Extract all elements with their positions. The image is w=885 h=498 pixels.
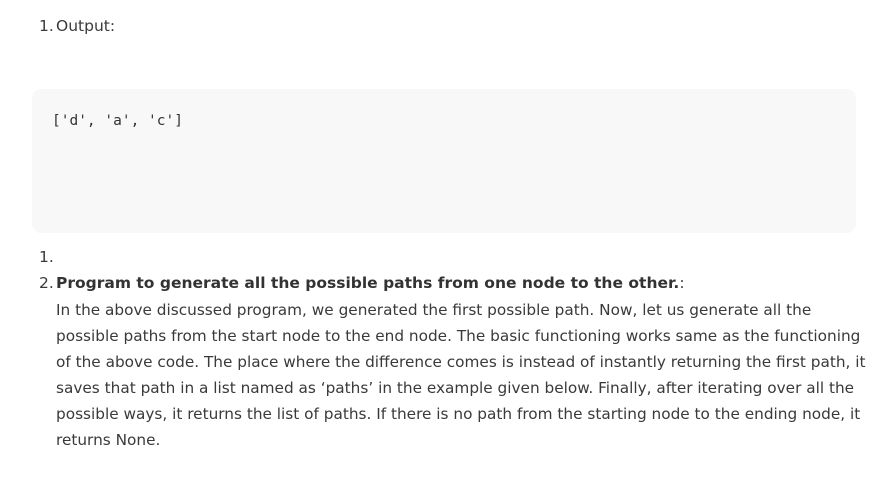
list-marker-2: 2. [39,274,54,292]
paragraph-line: of the above code. The place where the difference comes is instead of instantly returning the first path, it [56,353,866,371]
section-heading-bold: Program to generate all the possible paths from one node to the other. [56,274,680,292]
list-marker-1: 1. [39,17,54,35]
paragraph-line: possible ways, it returns the list of paths. If there is no path from the starting node to the ending node, it [56,405,861,423]
list-marker-empty: 1. [39,248,54,266]
code-block [32,89,856,233]
code-output-text: ['d', 'a', 'c'] [52,113,183,129]
paragraph-line: returns None. [56,431,161,449]
paths-paragraph [56,297,866,453]
section-heading-suffix: : [679,274,685,292]
output-label: Output: [56,17,116,35]
paragraph-line: In the above discussed program, we generated the first possible path. Now, let us generate all the [56,301,812,319]
section-heading [56,274,685,292]
paragraph-line: saves that path in a list named as ‘paths’ in the example given below. Finally, after iterating over all the [56,379,855,397]
paragraph-line: possible paths from the start node to the end node. The basic functioning works same as the functioning [56,327,861,345]
